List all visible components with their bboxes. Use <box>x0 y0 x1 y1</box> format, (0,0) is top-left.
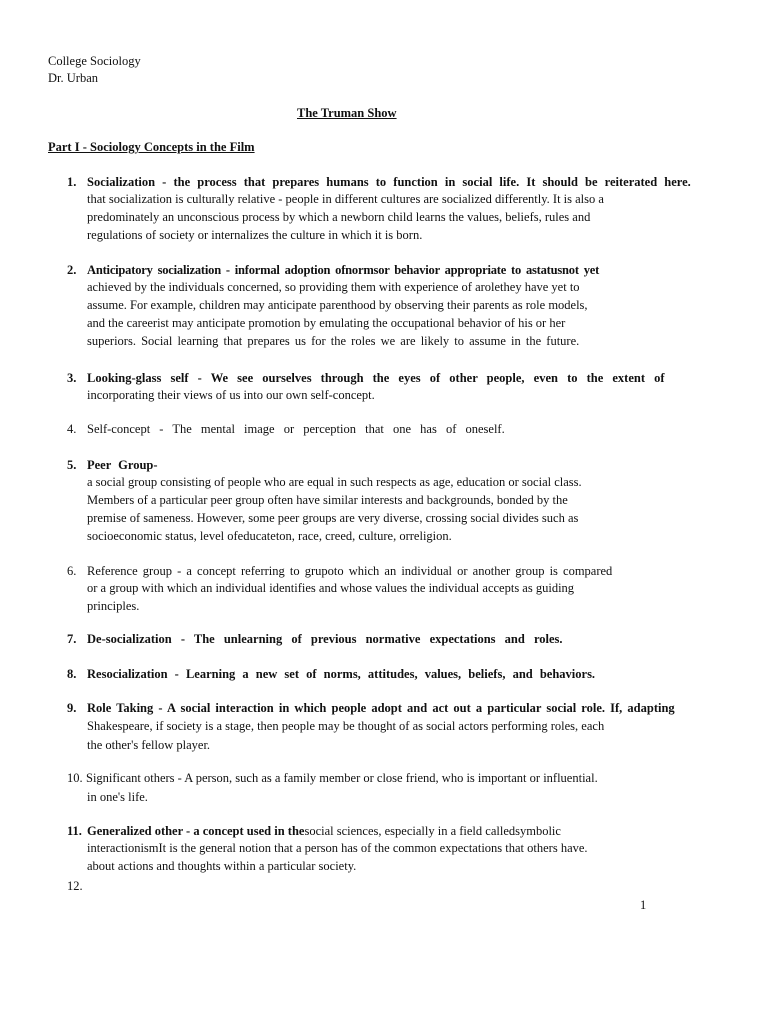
item-line: the other's fellow player. <box>87 738 211 752</box>
item-line: that socialization is culturally relative - people in different cultures are socialized differently. It is also a <box>87 192 604 206</box>
item-line <box>87 822 561 840</box>
item-line: De-socialization - The unlearning of previous normative expectations and roles. <box>87 632 563 646</box>
item-number: 1. <box>67 175 77 189</box>
item-line: Looking-glass self - We see ourselves through the eyes of other people, even to the extent of <box>87 371 665 385</box>
page-number: 1 <box>640 898 647 912</box>
document-title: The Truman Show <box>297 106 397 120</box>
item-number: 9. <box>67 701 77 715</box>
item-number: 10. <box>67 771 83 785</box>
item-line: Role Taking - A social interaction in which people adopt and act out a particular social role. If, adapting <box>87 701 675 715</box>
item-number: 11. <box>67 824 82 838</box>
item-line: socioeconomic status, level ofeducateton, race, creed, culture, orreligion. <box>87 529 452 543</box>
item-line: Resocialization - Learning a new set of norms, attitudes, values, beliefs, and behaviors. <box>87 667 596 681</box>
part-heading: Part I - Sociology Concepts in the Film <box>48 140 255 154</box>
item-line: a social group consisting of people who are equal in such respects as age, education or social class. <box>87 475 582 489</box>
item-number: 6. <box>67 564 77 578</box>
item-line: about actions and thoughts within a particular society. <box>87 859 357 873</box>
item-line: incorporating their views of us into our own self-concept. <box>87 388 375 402</box>
item-line: principles. <box>87 599 140 613</box>
item-line: interactionismIt is the general notion that a person has of the common expectations that others have. <box>87 841 588 855</box>
item-line: regulations of society or internalizes the culture in which it is born. <box>87 228 423 242</box>
item-line: predominately an unconscious process by which a newborn child learns the values, beliefs, rules and <box>87 210 591 224</box>
definition-text: social sciences, especially in a field calledsymbolic <box>304 824 561 838</box>
item-line: Shakespeare, if society is a stage, then people may be thought of as social actors performing roles, each <box>87 719 605 733</box>
item-line: or a group with which an individual identifies and whose values the individual accepts as guiding <box>87 581 575 595</box>
item-line: achieved by the individuals concerned, so providing them with experience of arolethey have yet to <box>87 280 580 294</box>
item-line: in one's life. <box>87 790 148 804</box>
item-number: 3. <box>67 371 77 385</box>
term-bold: Generalized other - a concept used in the <box>87 824 305 838</box>
item-line: and the careerist may anticipate promotion by emulating the occupational behavior of his or her <box>87 316 566 330</box>
item-line: Self-concept - The mental image or perception that one has of oneself. <box>87 422 505 436</box>
item-number: 2. <box>67 263 77 277</box>
item-line: Anticipatory socialization - informal adoption ofnormsor behavior appropriate to astatusnot yet <box>87 263 600 277</box>
item-line: superiors. Social learning that prepares us for the roles we are likely to assume in the future. <box>87 334 580 348</box>
item-line: Peer Group- <box>87 458 158 472</box>
item-line: assume. For example, children may anticipate parenthood by observing their parents as role models, <box>87 298 588 312</box>
item-number: 12. <box>67 879 83 893</box>
item-line: Socialization - the process that prepares humans to function in social life. It should be reiterated here. <box>87 175 691 189</box>
item-line: Reference group - a concept referring to grupoto which an individual or another group is compared <box>87 564 613 578</box>
item-line: premise of sameness. However, some peer groups are very diverse, crossing social divides such as <box>87 511 579 525</box>
course-name: College Sociology <box>48 54 141 68</box>
instructor-name: Dr. Urban <box>48 71 98 85</box>
item-line: Members of a particular peer group often have similar interests and backgrounds, bonded by the <box>87 493 568 507</box>
item-number: 5. <box>67 458 77 472</box>
item-line: Significant others - A person, such as a family member or close friend, who is important or influential. <box>86 771 598 785</box>
item-number: 4. <box>67 422 77 436</box>
item-number: 8. <box>67 667 77 681</box>
item-number: 7. <box>67 632 77 646</box>
